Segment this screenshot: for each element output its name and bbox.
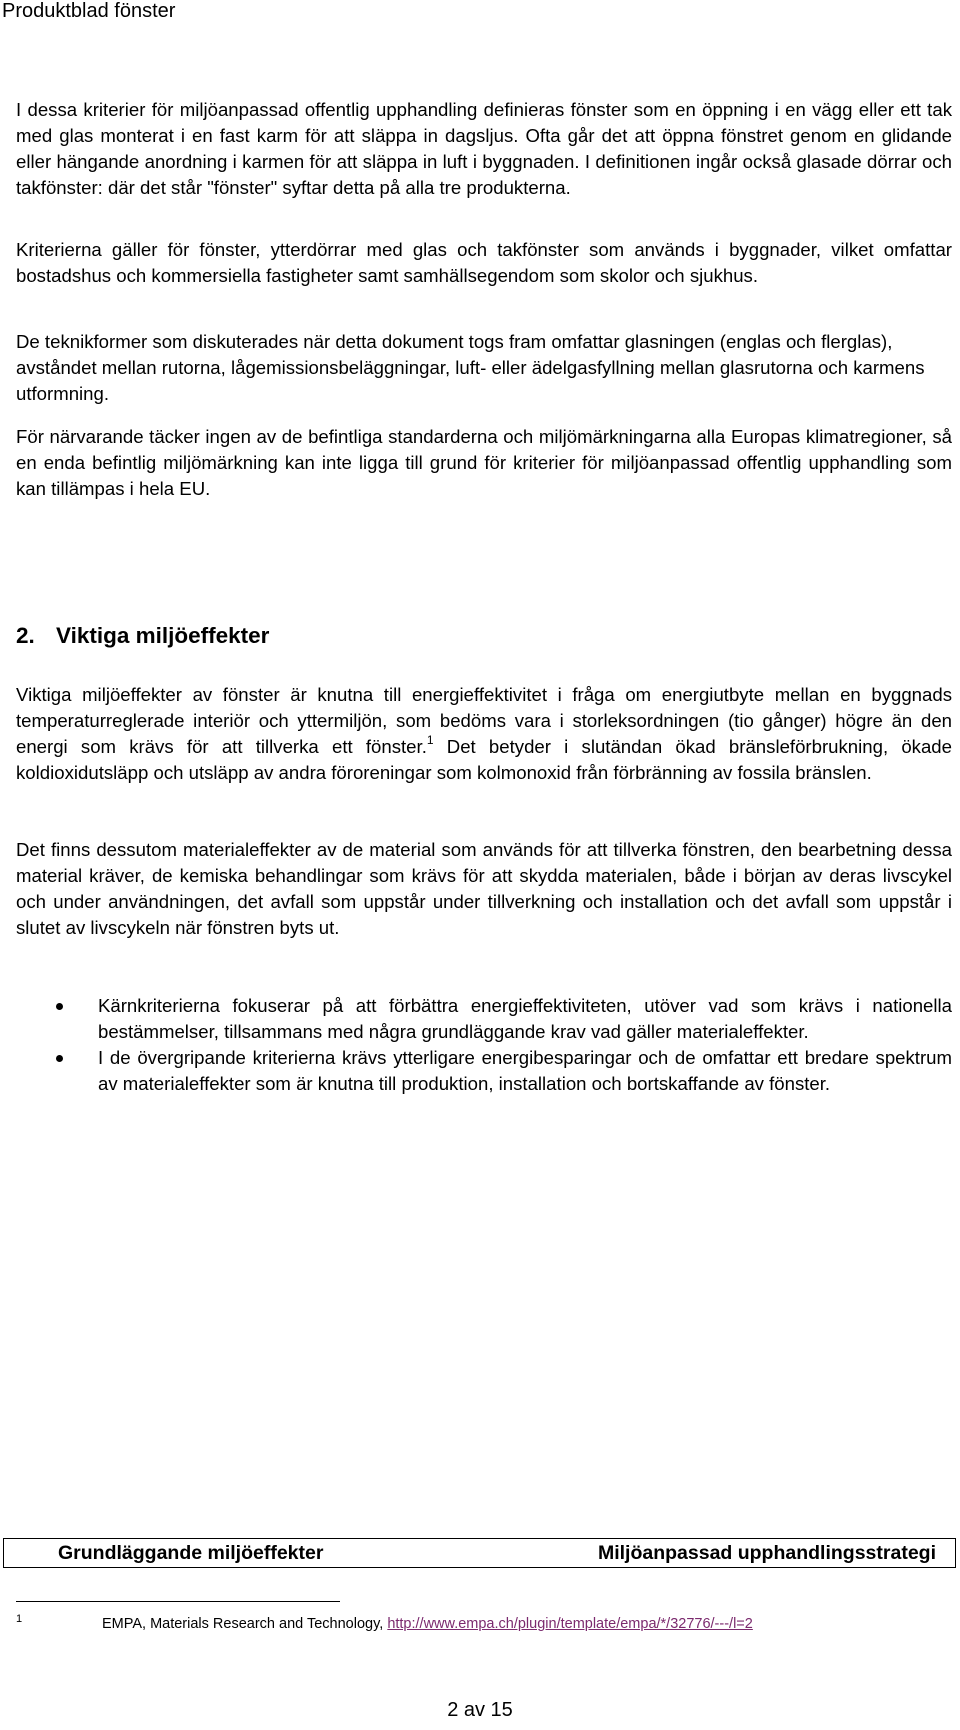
list-item — [56, 1045, 952, 1097]
running-title: Produktblad fönster — [2, 0, 176, 22]
footer-link-basic-effects[interactable]: Grundläggande miljöeffekter — [58, 1542, 324, 1564]
bullet-icon — [56, 1003, 63, 1010]
footnote-reference[interactable]: 1 — [426, 733, 434, 747]
section-title: Viktiga miljöeffekter — [56, 623, 270, 648]
footnote-number: 1 — [16, 1613, 23, 1625]
section-number: 2. — [16, 623, 35, 648]
paragraph-standards: För närvarande täcker ingen av de befintliga standarderna och miljömärkningarna alla Europas klimatregioner, så en enda befintlig miljömärkning kan inte ligga till grund för kriterier för miljöanpassad offentlig upphandling som kan tillämpas i hela EU. — [16, 426, 952, 499]
footnote — [102, 1614, 753, 1634]
paragraph-technologies: De teknikformer som diskuterades när detta dokument togs fram omfattar glasningen (englas och flerglas), avståndet mellan rutorna, lågemissionsbeläggningar, luft- eller ädelgasfyllning mellan glasrutorna och karmens utformning. — [16, 331, 925, 404]
section-heading — [16, 621, 269, 651]
paragraph-energy-effects — [16, 682, 952, 786]
paragraph-scope: Kriterierna gäller för fönster, ytterdörrar med glas och takfönster som används i byggnader, vilket omfattar bostadshus och kommersiella fastigheter samt samhällsegendom som skolor och sjukhus. — [16, 239, 952, 286]
footnote-divider — [16, 1601, 340, 1602]
page-number: 2 av 15 — [447, 1699, 513, 1721]
list-item — [56, 993, 952, 1045]
paragraph-definition: I dessa kriterier för miljöanpassad offentlig upphandling definieras fönster som en öppning i en vägg eller ett tak med glas monterat i en fast karm för att släppa in dagsljus. Ofta går det att öppna fönstret genom en glidande eller hängande anordning i karmen för att släppa in luft i byggnaden. I definitionen ingår också glasade dörrar och takfönster: där det står "fönster" syftar detta på alla tre produkterna. — [16, 99, 952, 198]
footnote-text: EMPA, Materials Research and Technology, — [102, 1616, 388, 1632]
bullet-icon — [56, 1055, 63, 1062]
criteria-bullet-list — [56, 993, 952, 1097]
footnote-link[interactable]: http://www.empa.ch/plugin/template/empa/*/32776/---/l=2 — [387, 1616, 753, 1632]
list-item-text: Kärnkriterierna fokuserar på att förbättra energieffektiviteten, utöver vad som krävs i nationella bestämmelser, tillsammans med några grundläggande krav vad gäller materialeffekter. — [98, 995, 952, 1042]
list-item-text: I de övergripande kriterierna krävs ytterligare energibesparingar och de omfattar ett bredare spektrum av materialeffekter som är knutna till produktion, installation och bortskaffande av fönster. — [98, 1047, 952, 1094]
footer-link-procurement-strategy[interactable]: Miljöanpassad upphandlingsstrategi — [597, 1542, 936, 1564]
paragraph-energy-effects-continuation: Det betyder i slutändan ökad bränsleförbrukning, ökade koldioxidutsläpp och utsläpp av andra föroreningar som kolmonoxid från förbränning av fossila bränslen. — [16, 736, 952, 783]
paragraph-material-effects: Det finns dessutom materialeffekter av de material som används för att tillverka fönstren, den bearbetning dessa material kräver, de kemiska behandlingar som krävs för att skydda materialen, både i början av deras livscykel och under användningen, det avfall som uppstår under tillverkning och installation och det avfall som uppstår i slutet av livscykeln när fönstren byts ut. — [16, 839, 952, 938]
paragraph-energy-effects-text: Viktiga miljöeffekter av fönster är knutna till energieffektivitet i fråga om energiutbyte mellan en byggnads temperaturreglerade interiör och yttermiljön, som bedöms vara i storleksordningen (tio gånger) högre än den energi som krävs för att tillverka ett fönster. — [16, 684, 952, 757]
